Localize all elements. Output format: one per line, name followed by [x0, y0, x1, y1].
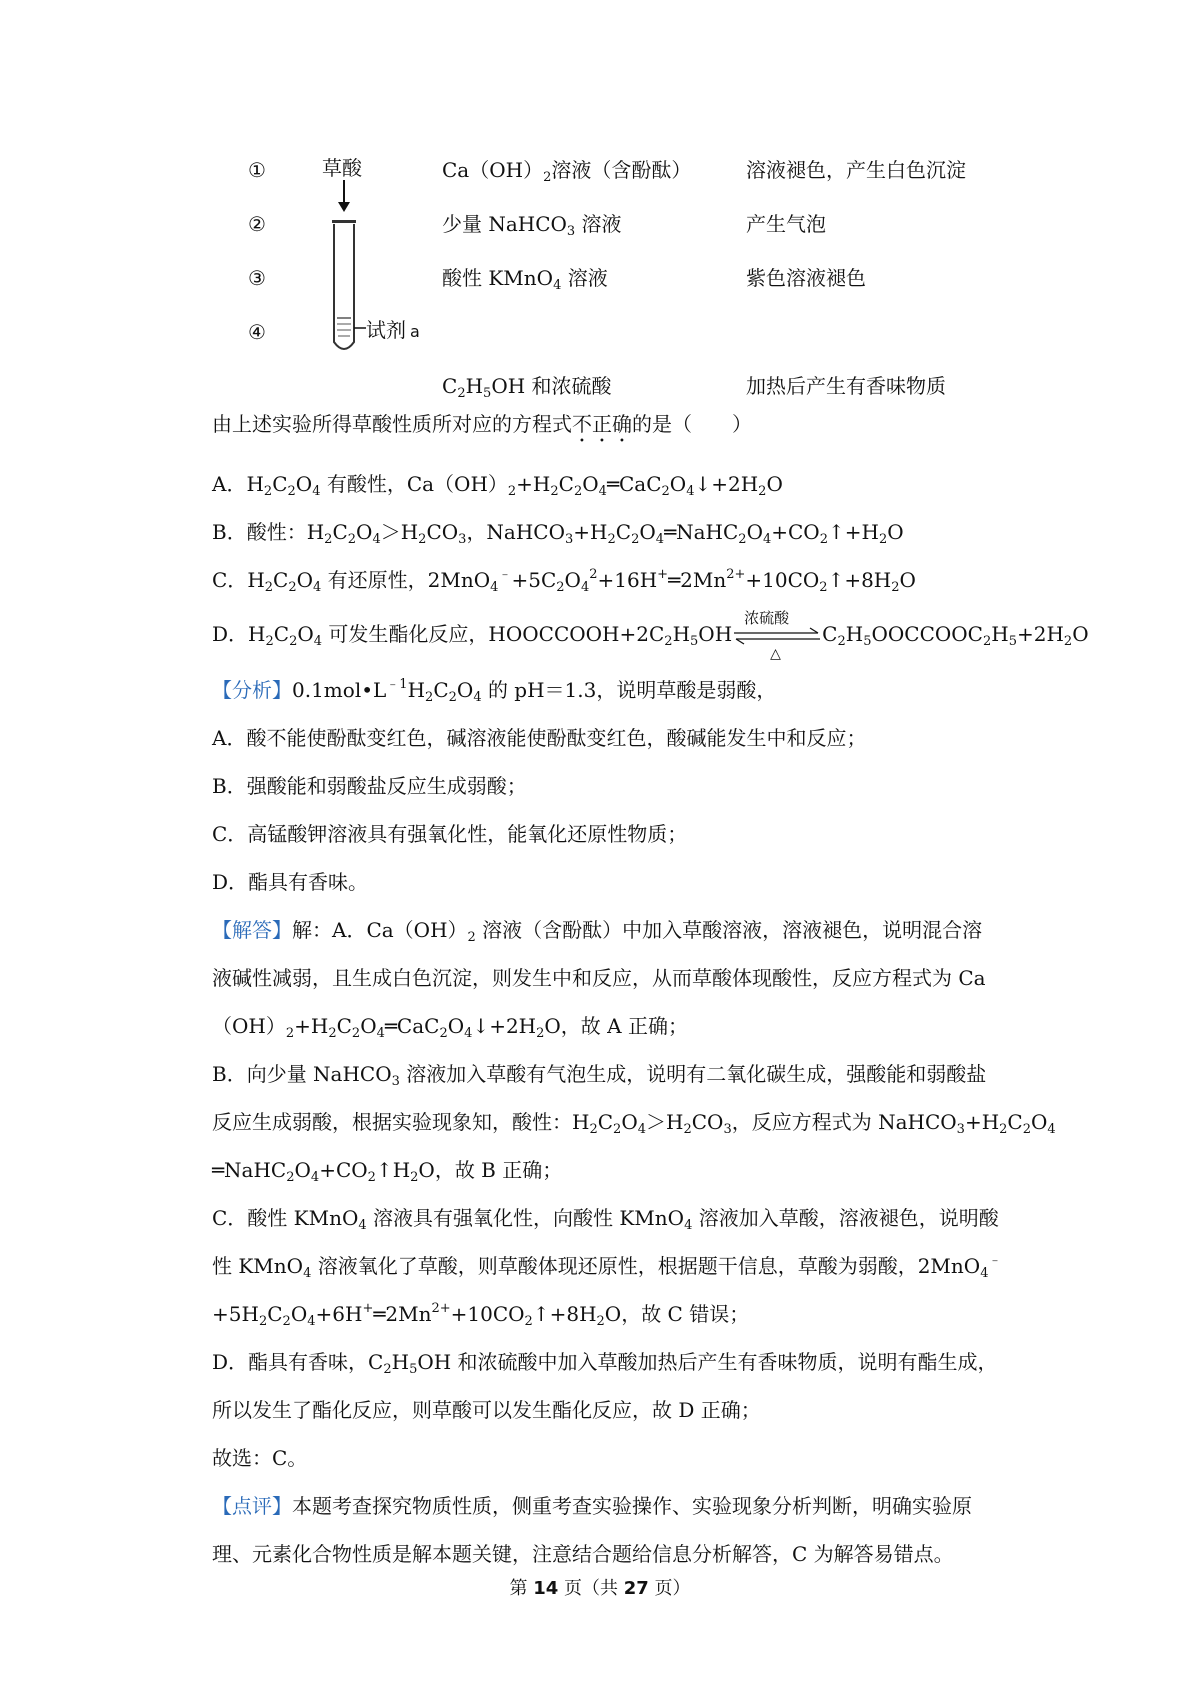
- option-c: C．$H_2C_2O_4$ 有还原性，$2MnO_4^﹣+5C_2O_4^2+16H^+═2Mn^{2+}+10CO_2↑+8H_2O$: [212, 567, 916, 595]
- answer-line: $(OH)_2+H_2C_2O_4═CaC_2O_4↓+2H_2O$，故 A 正确；: [212, 1014, 688, 1041]
- answer-line: $═NaHC_2O_4+CO_2↑H_2O$，故 B 正确；: [212, 1158, 563, 1185]
- answer-line: 【解答】解：A．$Ca(OH)_2$ 溶液（含酚酞）中加入草酸溶液，溶液褪色，说明混合溶: [212, 918, 983, 945]
- diagram-side-label: 试剂 a: [366, 318, 420, 342]
- phenomenon-cell: 溶液褪色，产生白色沉淀: [746, 158, 966, 182]
- page-number: 14: [533, 1578, 559, 1599]
- answer-line: $+5H_2C_2O_4+6H^+═2Mn^{2+}+10CO_2↑+8H_2O$，故 C 错误；: [212, 1301, 750, 1329]
- row-number: ②: [248, 212, 266, 236]
- test-tube-diagram: [310, 150, 440, 360]
- answer-line: C．酸性 KMnO$_4$ 溶液具有强氧化性，向酸性 KMnO$_4$ 溶液加入草酸，溶液褪色，说明酸: [212, 1206, 999, 1233]
- analysis-line: C．高锰酸钾溶液具有强氧化性，能氧化还原性物质；: [212, 822, 688, 846]
- reagent-cell: $Ca(OH)_2$溶液（含酚酞）: [442, 158, 692, 185]
- analysis-line: D．酯具有香味。: [212, 870, 369, 894]
- answer-line: B．向少量 NaHCO$_3$ 溶液加入草酸有气泡生成，说明有二氧化碳生成，强酸能和弱酸盐: [212, 1062, 987, 1089]
- comment-tag: 【点评】: [212, 1494, 292, 1518]
- option-a: A．$H_2C_2O_4$ 有酸性，$Ca(OH)_2+H_2C_2O_4═CaC_2O_4↓+2H_2O$: [212, 472, 783, 499]
- analysis-tag: 【分析】: [212, 678, 292, 702]
- page-footer: 第 14 页（共 27 页）: [509, 1578, 691, 1599]
- row-number: ④: [248, 320, 266, 344]
- reagent-cell: 少量 NaHCO$_3$ 溶液: [442, 212, 622, 239]
- answer-line: 液碱性减弱，且生成白色沉淀，则发生中和反应，从而草酸体现酸性，反应方程式为 Ca: [212, 966, 986, 990]
- answer-tag: 【解答】: [212, 918, 292, 942]
- answer-line: 所以发生了酯化反应，则草酸可以发生酯化反应，故 D 正确；: [212, 1398, 761, 1422]
- reversible-arrow-icon: 浓硫酸 △: [732, 622, 822, 650]
- analysis-header: 【分析】$0.1mol•L^{﹣1}H_2C_2O_4$ 的 pH＝1.3，说明草酸是弱酸，: [212, 677, 777, 705]
- answer-line: 反应生成弱酸，根据实验现象知，酸性：$H_2C_2O_4>H_2CO_3$，反应方程式为 $NaHCO_3+H_2C_2O_4$: [212, 1110, 1056, 1137]
- row-number: ①: [248, 158, 266, 182]
- comment-line: 理、元素化合物性质是解本题关键，注意结合题给信息分析解答，C 为解答易错点。: [212, 1542, 954, 1566]
- analysis-line: B．强酸能和弱酸盐反应生成弱酸；: [212, 774, 527, 798]
- page-total: 27: [623, 1578, 649, 1599]
- phenomenon-cell: 加热后产生有香味物质: [746, 374, 946, 398]
- diagram-top-label: 草酸: [322, 156, 362, 180]
- row-number: ③: [248, 266, 266, 290]
- answer-choice: 故选：C。: [212, 1446, 308, 1470]
- comment-line: 【点评】本题考查探究物质性质，侧重考查实验操作、实验现象分析判断，明确实验原: [212, 1494, 972, 1518]
- option-d: D．$H_2C_2O_4$ 可发生酯化反应，$HOOCCOOH+2C_2H_5OH$ 浓硫酸 △ $C_2H_5OOCCOOC_2H_5+2H_2O$: [212, 608, 1089, 662]
- phenomenon-cell: 紫色溶液褪色: [746, 266, 866, 290]
- option-b: B．酸性：$H_2C_2O_4>H_2CO_3$，$NaHCO_3+H_2C_2O_4═NaHC_2O_4+CO_2↑+H_2O$: [212, 520, 904, 547]
- analysis-line: A．酸不能使酚酞变红色，碱溶液能使酚酞变红色，酸碱能发生中和反应；: [212, 726, 867, 750]
- question-stem: 由上述实验所得草酸性质所对应的方程式不正确的是（ ）: [212, 412, 752, 436]
- phenomenon-cell: 产生气泡: [746, 212, 826, 236]
- reagent-cell: $C_2H_5OH$ 和浓硫酸: [442, 374, 612, 401]
- reagent-cell: 酸性 KMnO$_4$ 溶液: [442, 266, 608, 293]
- answer-line: D．酯具有香味，$C_2H_5OH$ 和浓硫酸中加入草酸加热后产生有香味物质，说明有酯生成，: [212, 1350, 998, 1377]
- answer-line: 性 KMnO$_4$ 溶液氧化了草酸，则草酸体现还原性，根据题干信息，草酸为弱酸，2MnO$_4$﹣: [212, 1253, 1002, 1281]
